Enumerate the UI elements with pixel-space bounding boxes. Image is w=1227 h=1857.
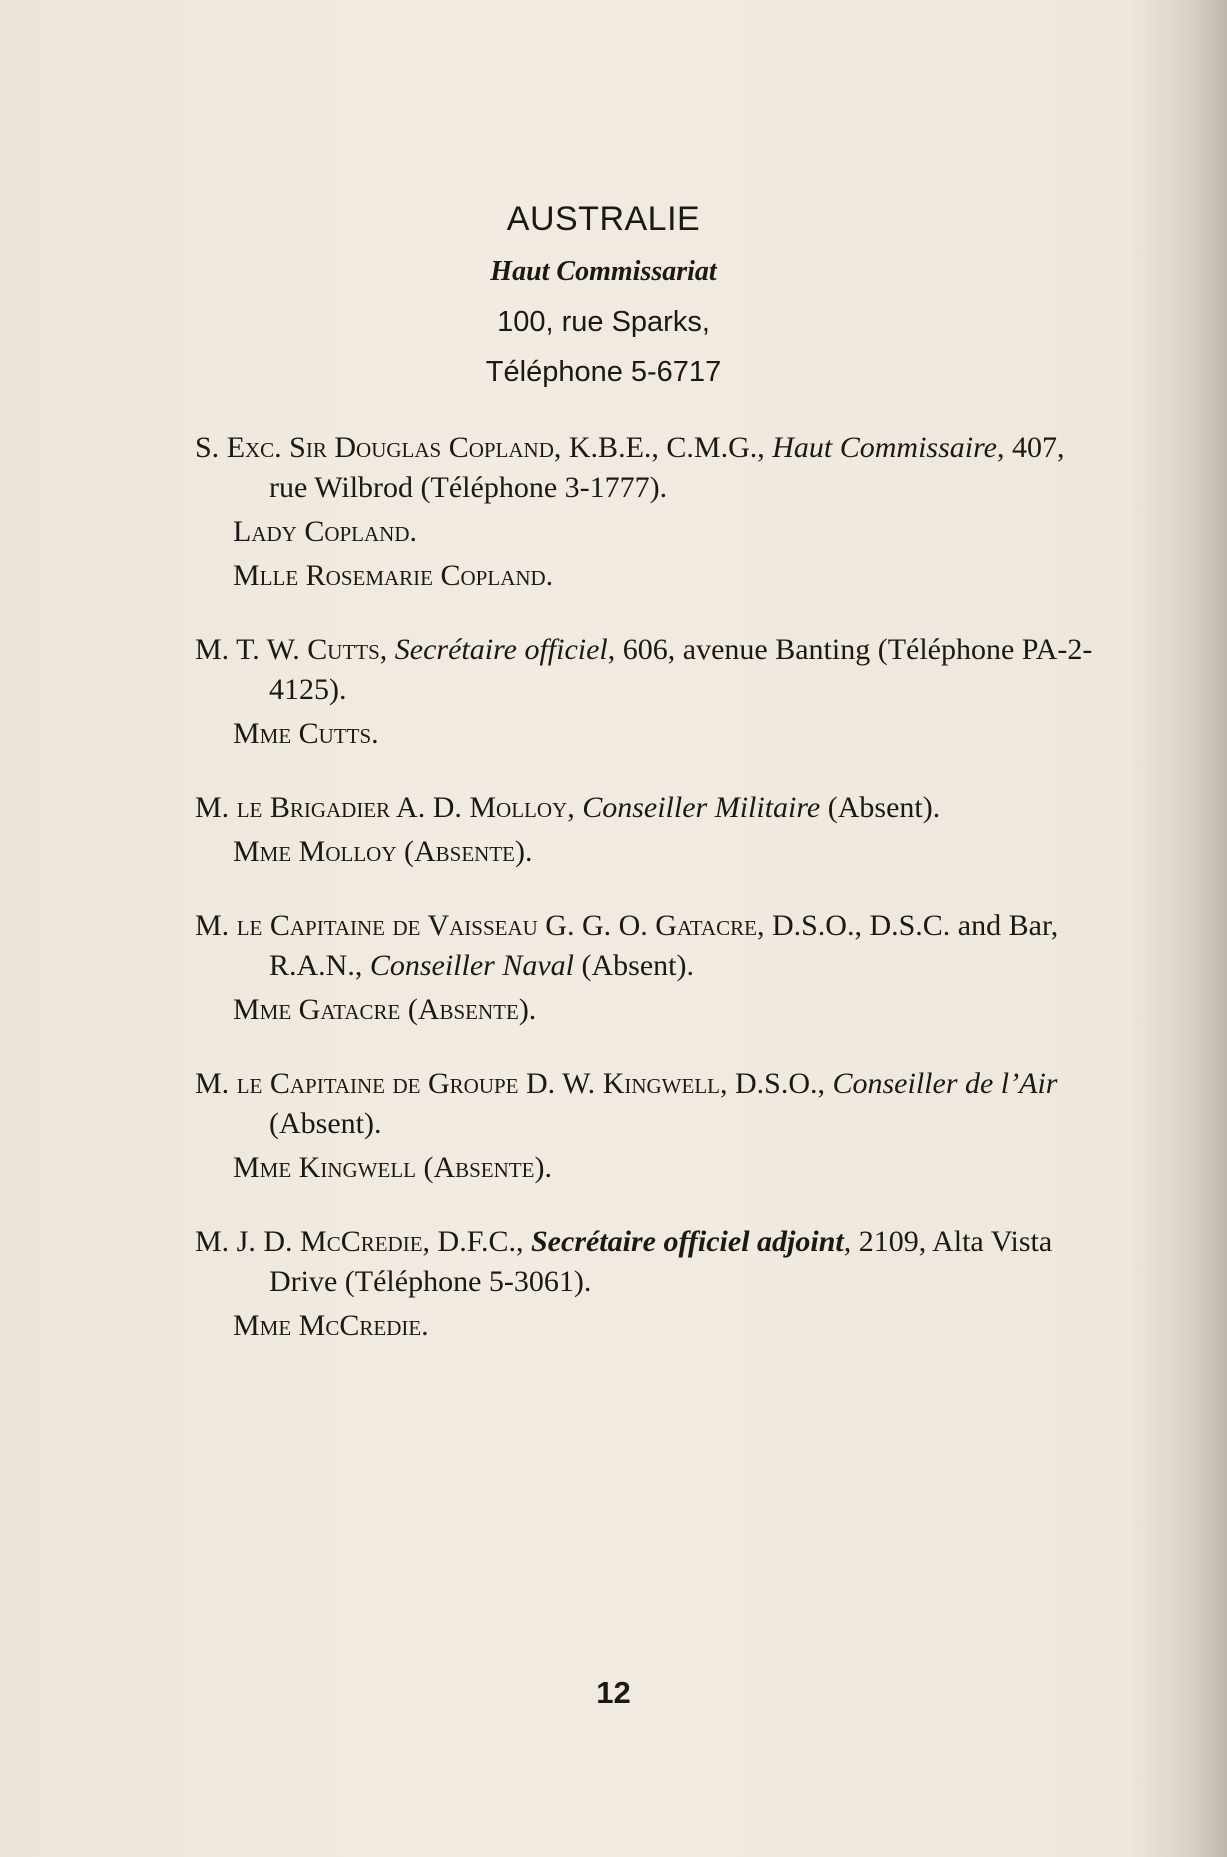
staff-title: Conseiller de l’Air xyxy=(832,1067,1058,1100)
staff-member: M. le Capitaine de Vaisseau G. G. O. Gatacre, D.S.O., D.S.C. and Bar, R.A.N., Conseiller Naval (Absent). xyxy=(195,909,1059,982)
staff-name: Gatacre xyxy=(655,909,757,942)
staff-rank: le Brigadier xyxy=(236,791,391,824)
staff-title: Conseiller Militaire xyxy=(582,791,821,824)
staff-name: Molloy xyxy=(469,791,568,824)
staff-entry xyxy=(195,428,1105,596)
staff-details: , 606, avenue Banting (Téléphone PA-2-4125). xyxy=(269,633,1093,706)
staff-name: Cutts xyxy=(307,633,380,666)
staff-entry xyxy=(195,1222,1105,1346)
staff-details: , 2109, Alta Vista Drive (Téléphone 5-3061). xyxy=(269,1225,1053,1298)
staff-name: Kingwell xyxy=(602,1067,720,1100)
staff-member: S. Exc. Sir Douglas Copland, K.B.E., C.M.G., Haut Commissaire, 407, rue Wilbrod (Téléphone 3-1777). xyxy=(195,431,1065,504)
country-heading: AUSTRALIE xyxy=(506,200,701,238)
staff-details: (Absent). xyxy=(574,949,694,982)
office-address: 100, rue Sparks, xyxy=(497,306,710,338)
family-member: Lady Copland. xyxy=(233,515,418,548)
family-member: Mme Kingwell (Absente). xyxy=(233,1151,552,1184)
staff-name: Exc. Sir Douglas Copland xyxy=(226,431,554,464)
staff-member: M. le Capitaine de Groupe D. W. Kingwell, D.S.O., Conseiller de l’Air (Absent). xyxy=(195,1067,1058,1140)
staff-details: , 407, rue Wilbrod (Téléphone 3-1777). xyxy=(269,431,1065,504)
staff-name: McCredie xyxy=(300,1225,423,1258)
family-member: Mme Gatacre (Absente). xyxy=(233,993,537,1026)
staff-details: (Absent). xyxy=(820,791,941,824)
staff-member: M. J. D. McCredie, D.F.C., Secrétaire officiel adjoint, 2109, Alta Vista Drive (Téléphone 5-3061). xyxy=(195,1225,1053,1298)
staff-title: Haut Commissaire xyxy=(772,431,997,464)
staff-entry xyxy=(195,788,1105,872)
staff-list xyxy=(195,428,1105,1380)
family-member: Mme Cutts. xyxy=(233,717,379,750)
staff-entry xyxy=(195,630,1105,754)
staff-title: Secrétaire officiel adjoint xyxy=(531,1225,844,1258)
staff-title: Secrétaire officiel xyxy=(394,633,608,666)
staff-rank: le Capitaine de Groupe xyxy=(236,1067,519,1100)
staff-title: Conseiller Naval xyxy=(369,949,574,982)
family-member: Mlle Rosemarie Copland. xyxy=(233,559,554,592)
staff-rank: le Capitaine de Vaisseau xyxy=(236,909,538,942)
office-name: Haut Commissariat xyxy=(490,256,717,287)
family-member: Mme Molloy (Absente). xyxy=(233,835,533,868)
staff-member: M. le Brigadier A. D. Molloy, Conseiller Militaire (Absent). xyxy=(195,791,941,824)
staff-entry xyxy=(195,906,1105,1030)
staff-entry xyxy=(195,1064,1105,1188)
office-phone: Téléphone 5-6717 xyxy=(485,356,722,388)
page-number: 12 xyxy=(596,1675,631,1710)
staff-member: M. T. W. Cutts, Secrétaire officiel, 606, avenue Banting (Téléphone PA-2-4125). xyxy=(195,633,1093,706)
staff-details: (Absent). xyxy=(269,1107,382,1140)
family-member: Mme McCredie. xyxy=(233,1309,429,1342)
